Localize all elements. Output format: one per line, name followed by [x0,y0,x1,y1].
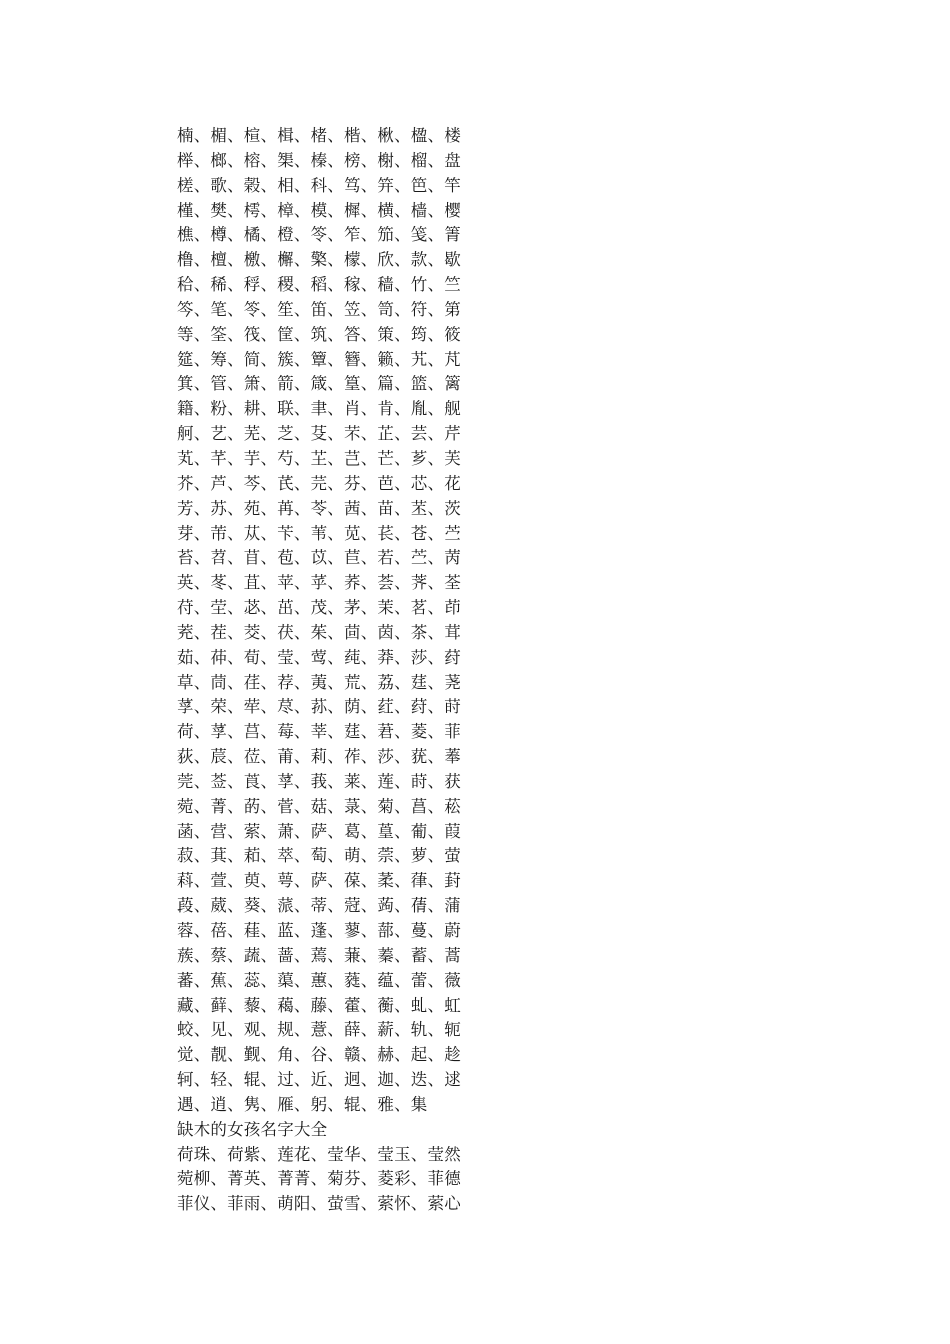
char-list-line: 蔟、蔡、蔬、蔷、蔫、蒹、蓁、蓄、蒿 [177,945,461,965]
char-list-line: 籍、粉、耕、联、聿、肖、肯、胤、舰 [177,399,461,419]
char-list-line: 榉、榔、榕、榘、榛、榜、榭、榴、盘 [177,150,461,170]
char-list-line: 蛟、见、观、规、薏、薛、薪、轨、轭 [177,1020,461,1040]
char-list-line: 菡、营、萦、萧、萨、葛、葟、葡、葭 [177,821,461,841]
char-list-line: 菀、菁、菂、菅、菇、菉、菊、菖、菘 [177,796,461,816]
char-list-line: 筵、筹、简、簇、簟、簪、籁、艽、芃 [177,349,461,369]
char-list-line: 蕃、蕉、蕊、蕖、蕙、蕤、蕴、蕾、薇 [177,970,461,990]
char-list-line: 秴、稀、稃、稷、稻、稼、穑、竹、竺 [177,275,461,295]
char-list-line: 遇、逍、隽、雁、躬、辊、雅、集 [177,1094,428,1114]
char-list-line: 菽、萁、萂、萃、萄、萌、萗、萝、萤 [177,846,461,866]
char-list-line: 苔、苕、苜、苞、苡、苣、若、苎、苪 [177,548,461,568]
name-list-line: 菀柳、菁英、菁菁、菊芬、菱彩、菲德 [177,1169,461,1189]
char-list-line: 笒、笔、笭、笙、笛、笠、笥、符、第 [177,299,461,319]
char-list-line: 楠、楣、楦、楫、楮、楷、楸、楹、楼 [177,126,461,145]
char-list-line: 樵、樽、橘、橙、笭、笮、笳、笺、箐 [177,225,461,245]
section-heading: 缺木的女孩名字大全 [177,1119,328,1139]
char-list-line: 苻、茔、苾、茁、茂、茅、茉、茗、茚 [177,598,461,618]
char-list-line: 荻、莀、莅、莆、莉、莋、莎、莸、菶 [177,747,461,767]
char-list-line: 藏、藓、藜、藒、藤、藿、蘅、虬、虹 [177,995,461,1015]
char-list-line: 橹、檀、檄、檞、檠、檬、欣、款、歇 [177,250,461,270]
char-list-line: 芳、苏、苑、苒、苓、茜、苗、苤、茨 [177,498,461,518]
char-list-line: 荷、莩、莒、莓、莘、莛、莙、菱、菲 [177,722,461,742]
char-list-line: 草、茼、荏、荐、荑、荒、荔、莛、荛 [177,672,461,692]
char-list-line: 萪、萱、萸、萼、萨、葆、葇、葎、葑 [177,871,461,891]
char-list-line: 莞、莶、莨、莩、莪、莱、莲、莳、获 [177,771,461,791]
char-list-line: 葮、葳、葵、蒎、蒂、蒄、蒟、蒨、蒲 [177,896,461,916]
char-list-line: 英、苳、苴、苹、苸、荞、荟、荠、荃 [177,573,461,593]
char-list-line: 莩、荣、荦、荩、荪、荫、荭、荮、莳 [177,697,461,717]
char-list-line: 觉、靓、觐、角、谷、赣、赫、起、趁 [177,1045,461,1065]
name-list-line: 荷珠、荷紫、莲花、莹华、莹玉、莹然 [177,1144,461,1164]
char-list-line: 舸、艺、芜、芝、芟、芣、芷、芸、芹 [177,424,461,444]
char-list-line: 茹、茽、荀、莹、莺、莼、莽、莎、荮 [177,647,461,667]
char-list-line: 芽、芾、苁、苄、苇、苋、苌、苍、苎 [177,523,461,543]
char-list-line: 槎、歌、榖、相、科、笃、笄、笆、竿 [177,175,461,195]
char-list-line: 槿、樊、樗、樟、模、樨、横、樯、樱 [177,200,461,220]
char-list-line: 芄、芊、芋、芍、芏、芑、芒、芗、芙 [177,448,461,468]
char-list-line: 茺、茬、茭、茯、茱、茴、茵、茶、茸 [177,622,461,642]
char-list-line: 芥、芦、芩、芪、芫、芬、芭、芯、花 [177,473,461,493]
document-text-block [177,124,477,1217]
name-list-line: 菲仪、菲雨、萌阳、萤雪、萦怀、萦心 [177,1194,461,1214]
char-list-line: 轲、轻、辊、过、近、迥、迦、迭、逑 [177,1070,461,1090]
char-list-line: 箕、管、箫、箭、箴、篁、篇、篮、篱 [177,374,461,394]
char-list-line: 等、筌、筏、筐、筑、答、策、筠、筱 [177,324,461,344]
char-list-line: 蓉、蓓、蓕、蓝、蓬、蓼、蔀、蔓、蔚 [177,921,461,940]
